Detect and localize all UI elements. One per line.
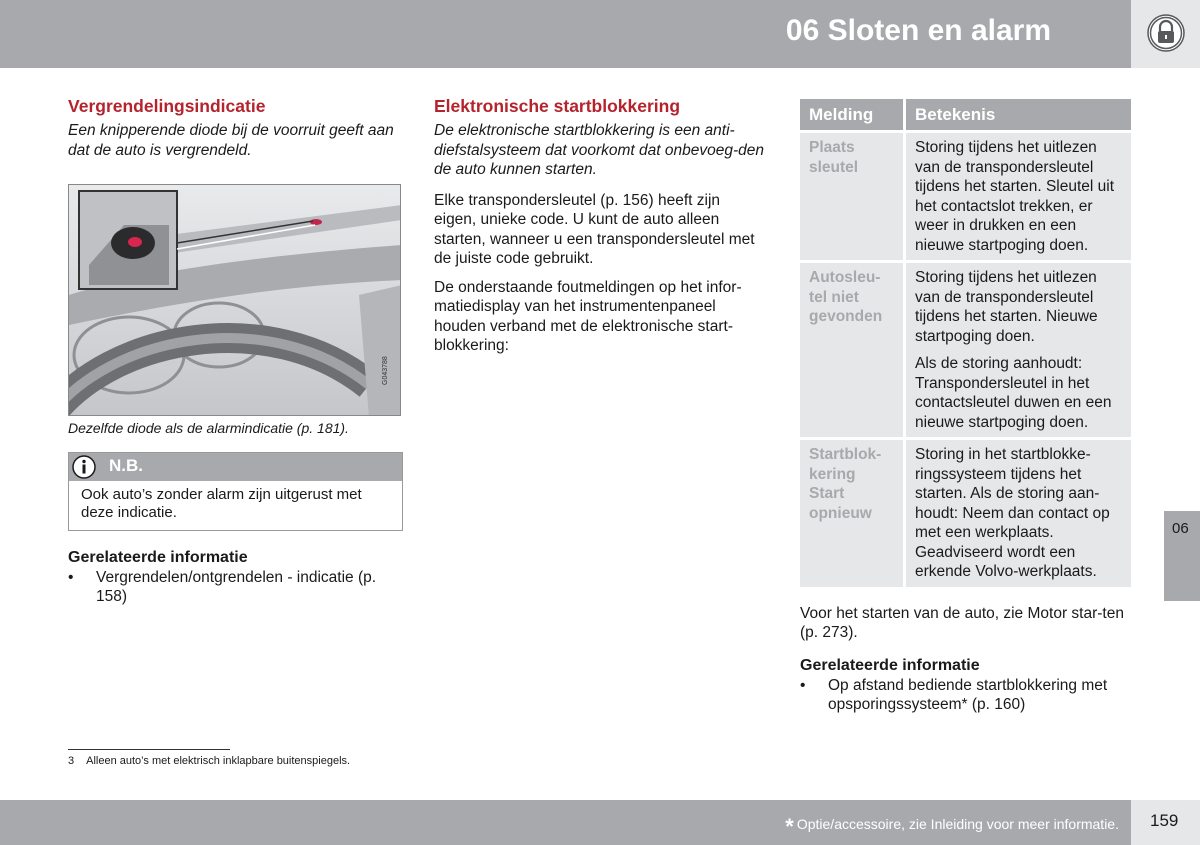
page-number-box (1131, 800, 1200, 845)
chapter-title: 06 Sloten en alarm (785, 14, 1051, 47)
note-header (69, 453, 402, 481)
side-tab-label: 06 (1172, 520, 1189, 537)
message-table (797, 96, 1134, 590)
table-header-message: Melding (800, 99, 903, 130)
meaning-cell (906, 133, 1131, 260)
meaning-text: Storing tijdens het uitlezen van de transpondersleutel tijdens het starten. Nieuwe startpoging doen. (915, 269, 1098, 345)
asterisk-symbol: * (785, 814, 794, 839)
meaning-cell (906, 440, 1131, 587)
note-text: Ook auto’s zonder alarm zijn uitgerust met deze indicatie. (81, 486, 362, 521)
footer-text: Optie/accessoire, zie Inleiding voor meer informatie. (796, 816, 1119, 832)
related-link[interactable]: Vergrendelen/ontgrendelen - indicatie (p. 158) (96, 569, 377, 605)
section-heading-lock-indication: Vergrendelingsindicatie (68, 96, 266, 116)
figure-code: G043788 (382, 356, 389, 385)
page-number: 159 (1150, 811, 1179, 830)
column-right (800, 96, 1131, 714)
section-intro: Een knipperende diode bij de voorruit geeft aan dat de auto is vergrendeld. (68, 122, 394, 159)
table-header-row (800, 99, 1131, 130)
page-header (0, 0, 1131, 68)
bullet-dot: • (68, 569, 74, 586)
bullet-dot: • (800, 676, 806, 694)
related-heading: Gerelateerde informatie (800, 656, 980, 674)
meaning-text: Als de storing aanhoudt: Transpondersleutel in het contactsleutel duwen en een nieuwe startpoging doen. (915, 355, 1112, 431)
body-paragraph: Voor het starten van de auto, zie Motor star-ten (p. 273). (800, 604, 1124, 641)
list-item (800, 676, 1131, 714)
related-info-right (800, 657, 1131, 714)
table-row (800, 440, 1131, 587)
padlock-icon (1147, 14, 1185, 52)
table-header-meaning: Betekenis (906, 99, 1131, 130)
footnote-rule (68, 749, 230, 750)
related-info-left (68, 549, 403, 606)
message-cell: Autosleu-tel niet gevonden (800, 263, 903, 437)
footer-note (785, 814, 1119, 840)
related-link[interactable]: Op afstand bediende startblokkering met opsporingssysteem* (p. 160) (828, 676, 1108, 713)
footnote (68, 755, 350, 767)
message-cell: Startblok-kering Start opnieuw (800, 440, 903, 587)
meaning-text: Storing in het startblokke-ringssysteem tijdens het starten. Als de storing aan-houdt: Neem dan contact op met een werkplaats. Geadviseerd wordt een erkende Volvo-werkplaats. (915, 446, 1110, 580)
dashboard-illustration (68, 184, 401, 416)
table-row (800, 263, 1131, 437)
figure-caption: Dezelfde diode als de alarmindicatie (p. 181). (68, 420, 349, 436)
column-left (68, 96, 403, 606)
body-paragraph: De onderstaande foutmeldingen op het infor-matiedisplay van het instrumentenpaneel houden verband met de elektronische start-blokkering: (434, 278, 742, 354)
list-item (68, 568, 403, 606)
chapter-icon-box (1131, 0, 1200, 68)
page-footer (0, 800, 1131, 845)
related-heading: Gerelateerde informatie (68, 549, 248, 566)
chapter-side-tab (1164, 511, 1200, 601)
table-row (800, 133, 1131, 260)
note-box (68, 452, 403, 531)
meaning-cell (906, 263, 1131, 437)
info-icon (72, 455, 96, 479)
note-title: N.B. (109, 456, 143, 475)
message-cell: Plaats sleutel (800, 133, 903, 260)
section-heading-immobilizer: Elektronische startblokkering (434, 96, 681, 116)
meaning-text: Storing tijdens het uitlezen van de transpondersleutel tijdens het starten. Sleutel uit het contactslot trekken, er weer in drukken en een nieuwe startpoging doen. (915, 139, 1115, 254)
body-paragraph: Elke transpondersleutel (p. 156) heeft zijn eigen, unieke code. U kunt de auto alleen starten, wanneer u een transpondersleutel met de juiste code gebruikt. (434, 191, 755, 267)
footnote-text: Alleen auto’s met elektrisch inklapbare buitenspiegels. (86, 755, 351, 767)
column-middle (434, 96, 764, 356)
dashboard-drawing (69, 185, 401, 416)
section-intro: De elektronische startblokkering is een anti-diefstalsysteem dat voorkomt dat onbevoeg-den de auto kunnen starten. (434, 122, 764, 178)
footnote-number: 3 (68, 755, 75, 767)
